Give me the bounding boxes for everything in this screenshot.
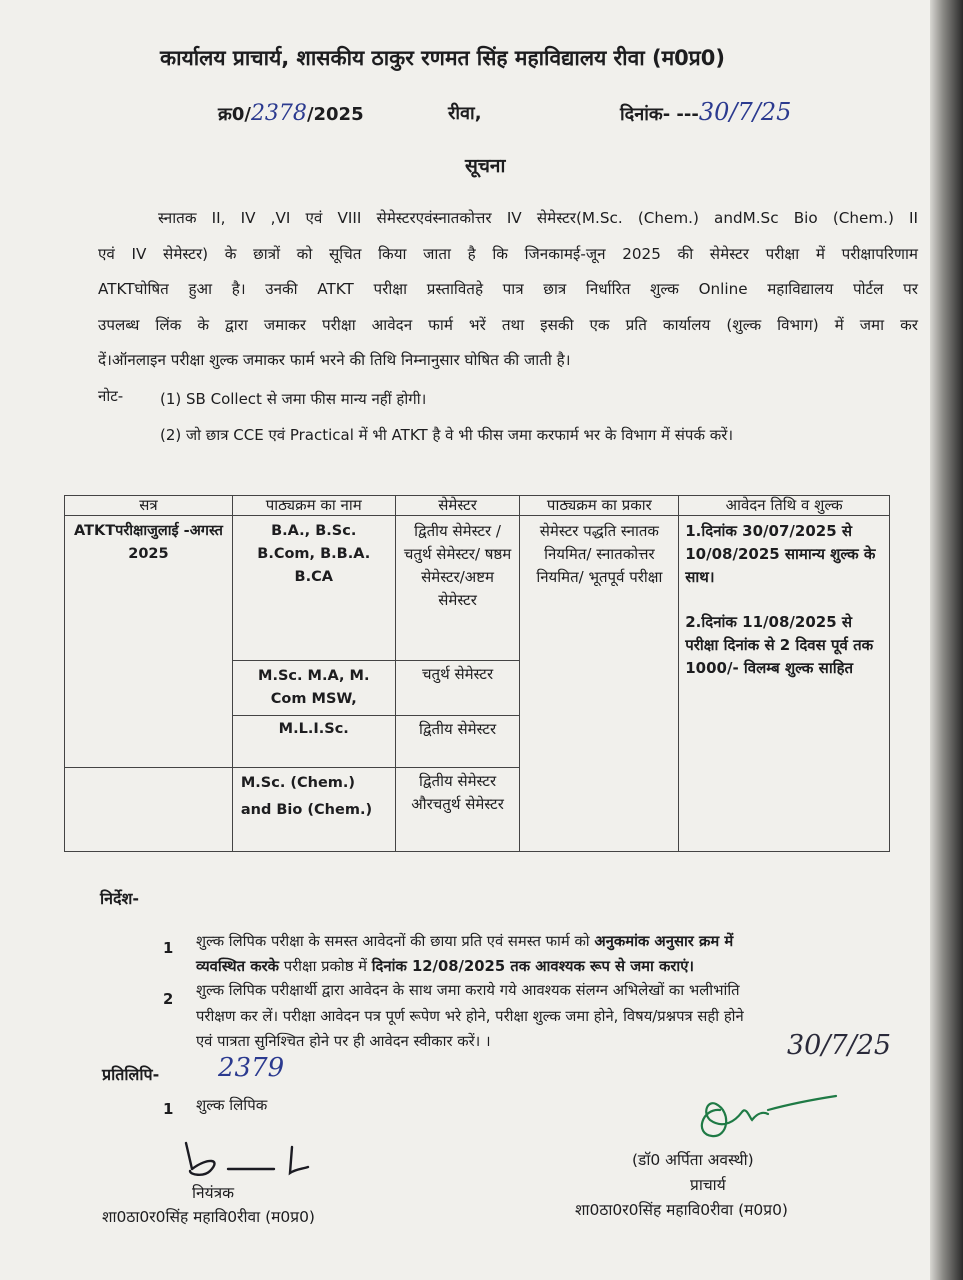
body-line: ATKTघोषित हुआ है। उनकी ATKT परीक्षा प्रस्तावितहे पात्र छात्र निर्धारित शुल्क Online महाविद्यालय पोर्टल पर <box>98 280 918 299</box>
session-cell: ATKTपरीक्षाजुलाई -अगस्त 2025 <box>65 516 233 768</box>
instruction-number-2: 2 <box>163 991 174 1008</box>
principal-signature <box>680 1090 840 1148</box>
instruction-1-text-a: शुल्क लिपिक परीक्षा के समस्त आवेदनों की छाया प्रति एवं समस्त फार्म को <box>196 933 595 950</box>
principal-name: (डॉ0 अर्पिता अवस्थी) <box>632 1151 754 1169</box>
date <box>620 98 791 126</box>
reference-number <box>218 101 364 126</box>
body-line: दें।ऑनलाइन परीक्षा शुल्क जमाकर फार्म भरने की तिथि निम्नानुसार घोषित की जाती है। <box>98 351 571 370</box>
body-line: स्नातक II, IV ,VI एवं VIII सेमेस्टरएवंस्नातकोत्तर IV सेमेस्टर(M.Sc. (Chem.) andM.Sc Bio (Chem.) II <box>158 209 918 227</box>
page-edge-shadow <box>930 0 963 1280</box>
note-item-2: (2) जो छात्र CCE एवं Practical में भी ATKT है वे भी फीस जमा करफार्म भर के विभाग में संपर्क करें। <box>160 426 734 444</box>
date-label: दिनांक- --- <box>620 104 699 125</box>
note-label: नोट- <box>98 387 124 405</box>
copy-label: प्रतिलिपि- <box>102 1065 160 1084</box>
dates-item-2: 2.दिनांक 11/08/2025 से परीक्षा दिनांक से 2 दिवस पूर्व तक 1000/- विलम्ब शुल्क साहित <box>685 613 874 677</box>
header-course-name: पाठ्यक्रम का नाम <box>232 496 395 516</box>
header-dates-fees: आवेदन तिथि व शुल्क <box>679 496 890 516</box>
instruction-item-1 <box>196 929 896 979</box>
course-cell: B.A., B.Sc. B.Com, B.B.A. B.CA <box>232 516 395 661</box>
table-header-row <box>65 496 890 516</box>
handwritten-date: 30/7/25 <box>787 1030 892 1061</box>
controller-title: नियंत्रक <box>192 1184 235 1202</box>
semester-cell: द्वितीय सेमेस्टर / चतुर्थ सेमेस्टर/ षष्ठम सेमेस्टर/अष्टम सेमेस्टर <box>395 516 520 661</box>
controller-office: शा0ठा0र0सिंह महावि0रीवा (म0प्र0) <box>102 1208 315 1226</box>
dates-fees-cell <box>679 516 890 852</box>
body-line: एवं IV सेमेस्टर) के छात्रों को सूचित किया जाता है कि जिनकामई-जून 2025 की सेमेस्टर परीक्षा में परीक्षापरिणाम <box>98 244 918 263</box>
controller-signature <box>178 1135 328 1185</box>
principal-title: प्राचार्य <box>690 1176 726 1194</box>
note-item-1: (1) SB Collect से जमा फीस मान्य नहीं होगी। <box>160 390 427 408</box>
instruction-number-1: 1 <box>163 940 174 957</box>
semester-cell: द्वितीय सेमेस्टर औरचतुर्थ सेमेस्टर <box>395 768 520 852</box>
copy-number-handwritten: 2379 <box>218 1053 285 1083</box>
header-semester: सेमेस्टर <box>395 496 520 516</box>
schedule-table <box>64 495 890 852</box>
course-cell: M.Sc. (Chem.) and Bio (Chem.) <box>232 768 395 852</box>
course-cell: M.Sc. M.A, M. Com MSW, <box>232 661 395 716</box>
principal-office: शा0ठा0र0सिंह महावि0रीवा (म0प्र0) <box>575 1201 788 1219</box>
header-session: सत्र <box>65 496 233 516</box>
ref-number-handwritten: 2378 <box>250 101 307 126</box>
instruction-1-text-e: दिनांक 12/08/2025 तक आवश्यक रूप से जमा कराएं। <box>371 958 695 975</box>
table-row <box>65 516 890 661</box>
copy-item: शुल्क लिपिक <box>196 1096 268 1114</box>
course-cell: M.L.I.Sc. <box>232 716 395 768</box>
ref-year: /2025 <box>306 104 364 125</box>
office-title: कार्यालय प्राचार्य, शासकीय ठाकुर रणमत सिंह महाविद्यालय रीवा (म0प्र0) <box>160 46 725 70</box>
course-type-cell: सेमेस्टर पद्धति स्नातक नियमित/ स्नातकोत्तर नियमित/ भूतपूर्व परीक्षा <box>520 516 679 852</box>
instruction-1-text-b: अनुकमांक अनुसार क्रम में <box>594 933 734 950</box>
instruction-2-line: एवं पात्रता सुनिश्चित होने पर ही आवेदन स्वीकार करें। । <box>196 1033 491 1050</box>
body-line: उपलब्ध लिंक के द्वारा जमाकर परीक्षा आवेदन फार्म भरें तथा इसकी एक प्रति कार्यालय (शुल्क विभाग) में जमा कर <box>98 315 918 334</box>
date-handwritten: 30/7/25 <box>698 98 792 126</box>
notice-body <box>98 201 918 379</box>
ref-prefix: क्र0/ <box>218 104 251 125</box>
header-course-type: पाठ्यक्रम का प्रकार <box>520 496 679 516</box>
dates-item-1: 1.दिनांक 30/07/2025 से 10/08/2025 सामान्य शुल्क के साथ। <box>685 522 876 586</box>
empty-session-cell <box>65 768 233 852</box>
semester-cell: द्वितीय सेमेस्टर <box>395 716 520 768</box>
instruction-2-line: परीक्षण कर लें। परीक्षा आवेदन पत्र पूर्ण रूपेण भरे होने, परीक्षा शुल्क जमा होने, विषय/प्रश्नपत्र सही होने <box>196 1007 744 1025</box>
instructions-label: निर्देश- <box>100 889 140 908</box>
semester-cell: चतुर्थ सेमेस्टर <box>395 661 520 716</box>
instruction-1-text-d: परीक्षा प्रकोष्ठ में <box>278 958 372 975</box>
instruction-2-line: शुल्क लिपिक परीक्षार्थी द्वारा आवेदन के साथ जमा कराये गये आवश्यक संलग्न अभिलेखों का भलीभांति <box>196 982 740 999</box>
instruction-1-text-c: व्यवस्थित करके <box>196 958 279 975</box>
place: रीवा, <box>448 103 482 124</box>
copy-number: 1 <box>163 1100 174 1118</box>
notice-title: सूचना <box>465 155 506 177</box>
